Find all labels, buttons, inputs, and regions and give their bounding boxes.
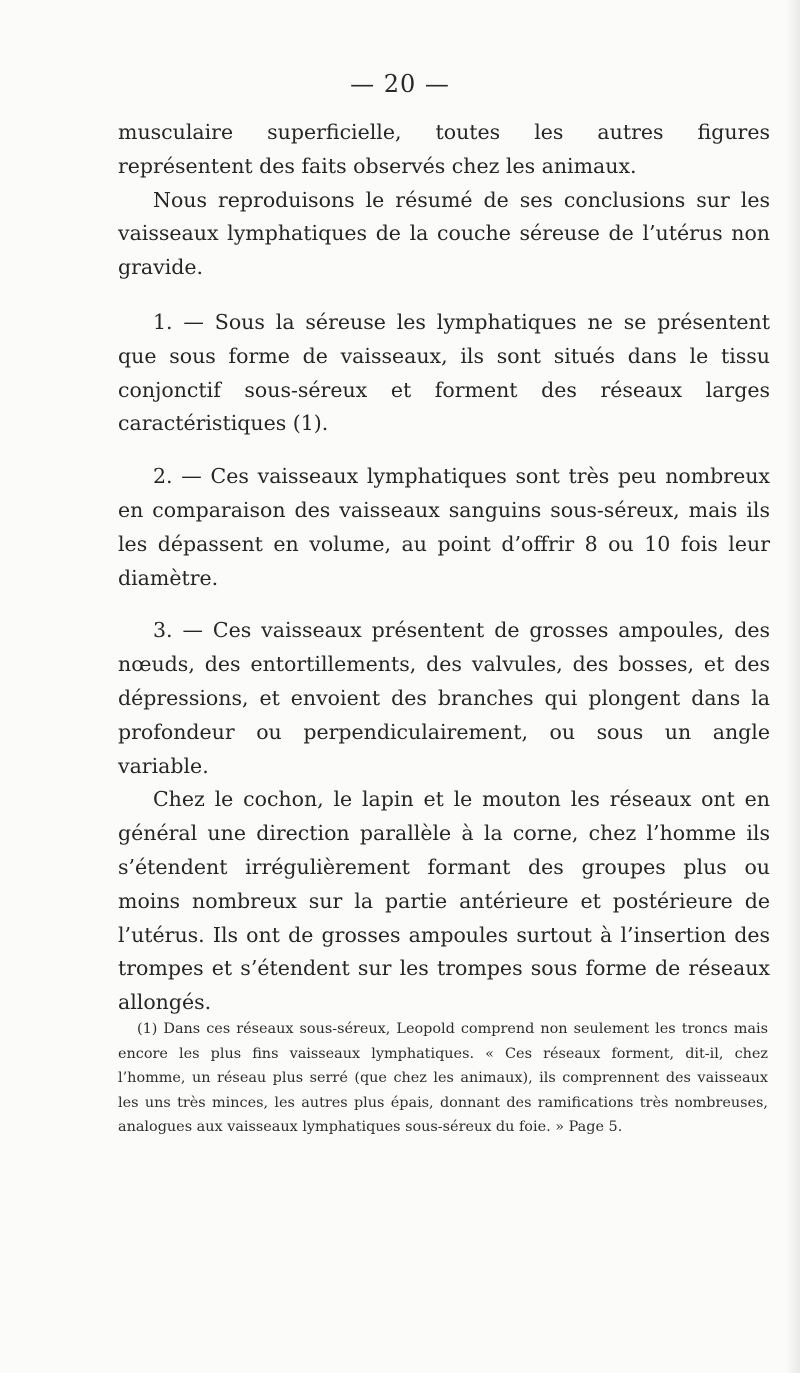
paragraph-point-2: 2. — Ces vaisseaux lymphatiques sont très peu nombreux en comparaison des vaisseaux sanguins sous-séreux, mais ils les dépassent en volume, au point d’offrir 8 ou 10 fois leur diamètre. — [118, 464, 770, 590]
paragraph-point-3: 3. — Ces vaisseaux présentent de grosses ampoules, des nœuds, des entortillements, des valvules, des bosses, et des dépressions, et envoient des branches qui plongent dans la profondeur ou perpendiculairement, ou sous un angle variable. — [118, 618, 770, 778]
page-edge — [786, 0, 800, 1373]
paragraph-species: Chez le cochon, le lapin et le mouton les réseaux ont en général une direction parallèle à la corne, chez l’homme ils s’étendent irrégulièrement formant des groupes plus ou moins nombreux sur la partie antérieure et postérieure de l’utérus. Ils ont de grosses ampoules surtout à l’insertion des trompes et s’étendent sur les trompes sous forme de réseaux allongés. — [118, 787, 770, 1015]
paragraph-continuation: musculaire superficielle, toutes les autres figures représentent des faits observés chez les animaux. — [118, 120, 770, 178]
page-number: — 20 — — [350, 70, 450, 98]
footnote: (1) Dans ces réseaux sous-séreux, Leopold comprend non seulement les troncs mais encore les plus fins vaisseaux lymphatiques. « Ces réseaux forment, dit-il, chez l’homme, un réseau plus serré (que chez les animaux), ils comprennent des vaisseaux les uns très minces, les autres plus épais, donnant des ramifications très nombreuses, analogues aux vaisseaux lymphatiques sous-séreux du foie. » Page 5. — [118, 1021, 768, 1135]
main-text — [118, 116, 770, 1020]
paragraph-intro: Nous reproduisons le résumé de ses conclusions sur les vaisseaux lymphatiques de la couche séreuse de l’utérus non gravide. — [118, 187, 770, 280]
paragraph-point-1: 1. — Sous la séreuse les lymphatiques ne se présentent que sous forme de vaisseaux, ils sont situés dans le tissu conjonctif sous-séreux et forment des réseaux larges caractéristiques (1). — [118, 309, 770, 436]
